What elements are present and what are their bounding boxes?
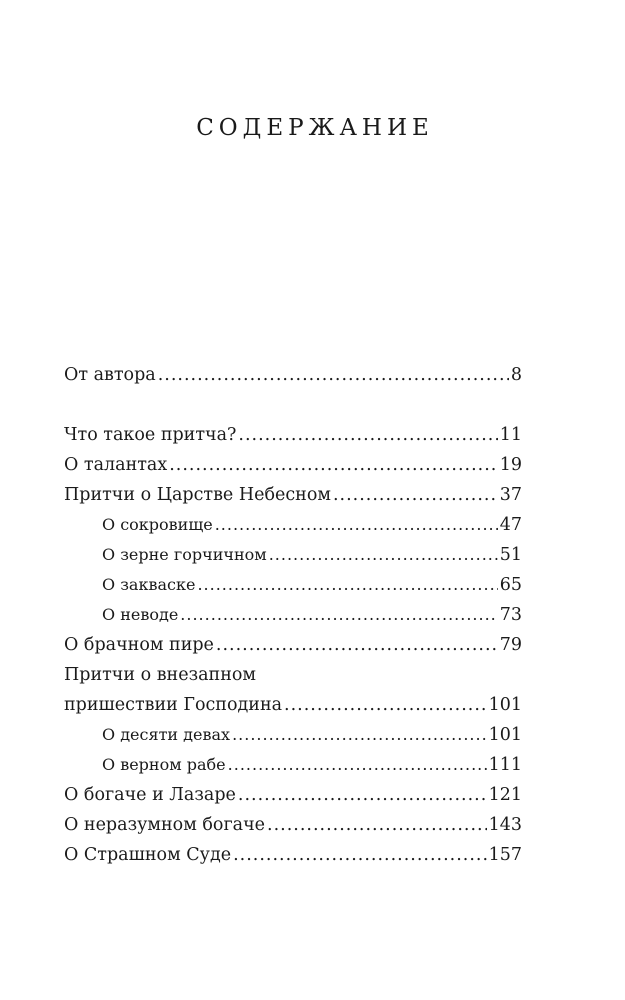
toc-entry-foolish-rich-man xyxy=(64,810,522,840)
dot-leader xyxy=(267,810,487,840)
toc-entry-label: Притчи о внезапном xyxy=(64,665,257,685)
dot-leader xyxy=(269,540,498,570)
toc-entry-label: пришествии Господина xyxy=(64,695,283,715)
toc-entry-last-judgment xyxy=(64,840,522,870)
toc-entry-page: 73 xyxy=(499,605,522,625)
toc-entry-label: О Страшном Суде xyxy=(64,845,232,865)
toc-subentry-net xyxy=(64,600,522,630)
dot-leader xyxy=(169,450,497,480)
toc-entry-label: От автора xyxy=(64,365,156,385)
toc-entry-label: О богаче и Лазаре xyxy=(64,785,236,805)
toc-entry-page: 111 xyxy=(488,755,522,775)
dot-leader xyxy=(216,630,498,660)
toc-entry-page: 19 xyxy=(499,455,522,475)
dot-leader xyxy=(228,750,487,780)
toc-subentry-leaven xyxy=(64,570,522,600)
toc-entry-label: О неводе xyxy=(102,605,179,624)
toc-entry-page: 47 xyxy=(499,515,522,535)
toc-entry-rich-man-lazarus xyxy=(64,780,522,810)
dot-leader xyxy=(197,570,497,600)
toc-subentry-treasure xyxy=(64,510,522,540)
toc-entry-page: 65 xyxy=(499,575,522,595)
toc-entry-sudden-coming-line1 xyxy=(64,660,522,690)
dot-leader xyxy=(232,720,487,750)
toc-entry-label: О зерне горчичном xyxy=(102,545,267,564)
toc-entry-page: 37 xyxy=(499,485,522,505)
toc-entry-kingdom-of-heaven xyxy=(64,480,522,510)
dot-leader xyxy=(238,420,497,450)
toc-entry-label: О верном рабе xyxy=(102,755,226,774)
toc-entry-label: Притчи о Царстве Небесном xyxy=(64,485,331,505)
toc-entry-page: 11 xyxy=(499,425,522,445)
dot-leader xyxy=(333,480,498,510)
toc-entry-sudden-coming-line2 xyxy=(64,690,522,720)
toc-entry-page: 121 xyxy=(488,785,522,805)
toc-entry-from-author xyxy=(64,360,522,390)
toc-entry-talents xyxy=(64,450,522,480)
toc-entry-page: 8 xyxy=(510,365,522,385)
toc-entry-label: О десяти девах xyxy=(102,725,231,744)
dot-leader xyxy=(233,840,487,870)
toc-entry-label: О сокровище xyxy=(102,515,213,534)
toc-entry-page: 79 xyxy=(499,635,522,655)
dot-leader xyxy=(284,690,487,720)
toc-entry-label: О брачном пире xyxy=(64,635,214,655)
dot-leader xyxy=(158,360,509,390)
dot-leader xyxy=(215,510,498,540)
table-of-contents xyxy=(64,360,522,870)
toc-subentry-mustard-seed xyxy=(64,540,522,570)
toc-entry-page: 101 xyxy=(488,725,522,745)
toc-subentry-faithful-servant xyxy=(64,750,522,780)
dot-leader xyxy=(180,600,497,630)
toc-entry-page: 101 xyxy=(488,695,522,715)
toc-entry-page: 143 xyxy=(488,815,522,835)
page-title: СОДЕРЖАНИЕ xyxy=(196,115,434,141)
toc-entry-page: 51 xyxy=(499,545,522,565)
toc-entry-label: О талантах xyxy=(64,455,168,475)
toc-entry-label: О закваске xyxy=(102,575,196,594)
toc-entry-what-is-parable xyxy=(64,420,522,450)
toc-subentry-ten-virgins xyxy=(64,720,522,750)
toc-entry-wedding-feast xyxy=(64,630,522,660)
toc-entry-page: 157 xyxy=(488,845,522,865)
dot-leader xyxy=(238,780,487,810)
toc-entry-label: Что такое притча? xyxy=(64,425,237,445)
toc-entry-label: О неразумном богаче xyxy=(64,815,265,835)
